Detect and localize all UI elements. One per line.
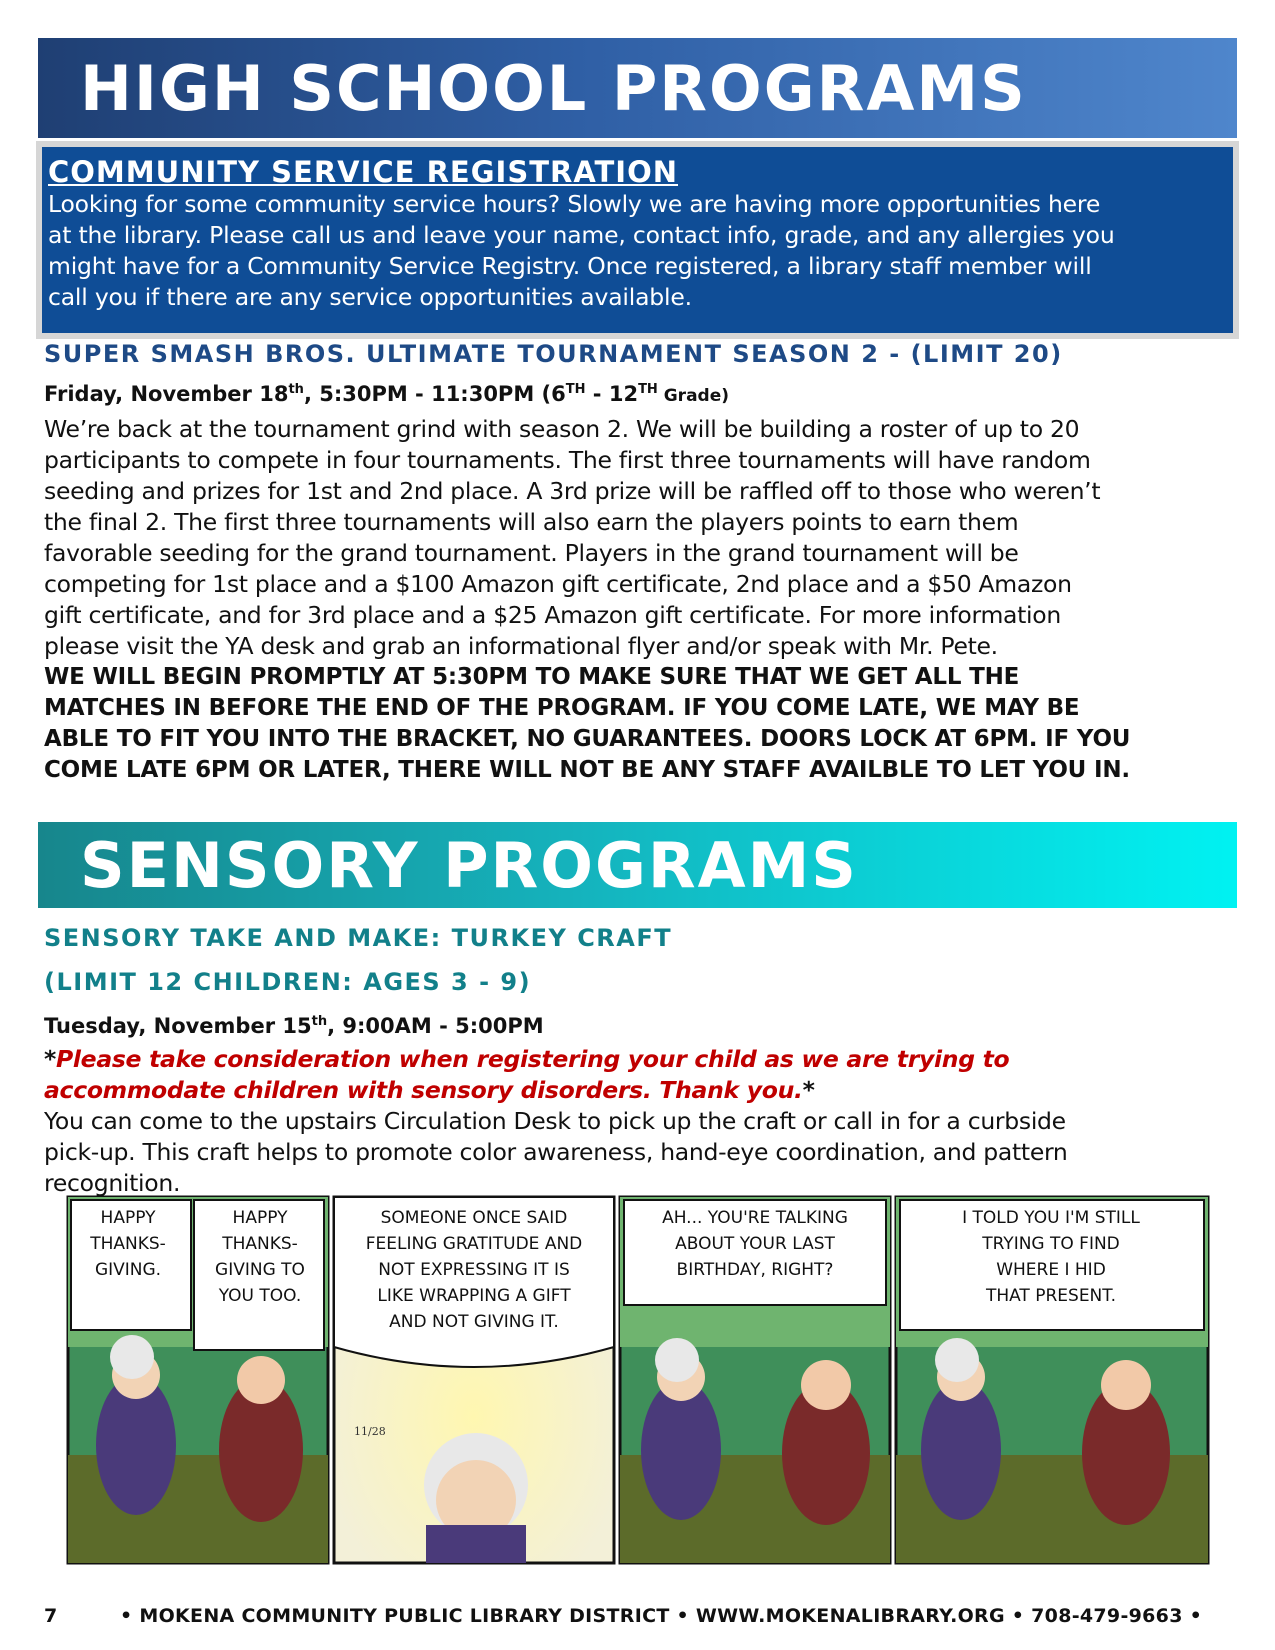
date-part: , 9:00AM - 5:00PM <box>327 1014 544 1038</box>
sensory-event-date <box>44 1004 1234 1044</box>
comic-panel-1 <box>68 1197 328 1563</box>
note-star: * <box>802 1076 815 1104</box>
sensory-event-title-2: (LIMIT 12 CHILDREN: AGES 3 - 9) <box>44 968 532 996</box>
comic-line: I TOLD YOU I'M STILL <box>962 1208 1140 1228</box>
warning-line: COME LATE 6PM OR LATER, THERE WILL NOT BE ANY STAFF AVAILBLE TO LET YOU IN. <box>44 757 1130 783</box>
sensory-note-line-1 <box>44 1044 1234 1075</box>
cs-line-4: call you if there are any service opportunities available. <box>48 283 692 311</box>
body-line: competing for 1st place and a $100 Amazon gift certificate, 2nd place and a $50 Amazon <box>44 570 1072 598</box>
warning-line: WE WILL BEGIN PROMPTLY AT 5:30PM TO MAKE SURE THAT WE GET ALL THE <box>44 664 1020 690</box>
comic-panel-2 <box>334 1197 614 1563</box>
cs-line-1: Looking for some community service hours? Slowly we are having more opportunities here <box>48 190 1101 218</box>
community-service-panel <box>42 147 1233 333</box>
comic-line: FEELING GRATITUDE AND <box>365 1234 583 1254</box>
community-service-title: COMMUNITY SERVICE REGISTRATION <box>48 155 679 189</box>
body-line: please visit the YA desk and grab an informational flyer and/or speak with Mr. Pete. <box>44 632 998 660</box>
comic-line: HAPPY <box>100 1208 156 1228</box>
comic-line: LIKE WRAPPING A GIFT <box>377 1286 571 1306</box>
sensory-event-title-1: SENSORY TAKE AND MAKE: TURKEY CRAFT <box>44 924 673 952</box>
comic-line: YOU TOO. <box>218 1286 302 1306</box>
sensory-banner <box>38 822 1237 908</box>
cs-line-3: might have for a Community Service Registry. Once registered, a library staff member will <box>48 252 1092 280</box>
smash-event-date <box>44 372 1234 414</box>
comic-line: GIVING TO <box>215 1260 305 1280</box>
sensory-title: SENSORY PROGRAMS <box>80 829 858 902</box>
high-school-title: HIGH SCHOOL PROGRAMS <box>80 52 1027 125</box>
date-part: , 5:30PM - 11:30PM (6 <box>303 382 566 406</box>
body-line: participants to compete in four tournaments. The first three tournaments will have random <box>44 446 1091 474</box>
note-text: Please take consideration when registering your child as we are trying to <box>56 1045 1010 1073</box>
smash-event-body <box>44 414 1234 662</box>
community-service-box <box>36 141 1239 339</box>
comic-line: THANKS- <box>90 1234 166 1254</box>
cs-line-2: at the library. Please call us and leave your name, contact info, grade, and any allergies you <box>48 221 1115 249</box>
warning-line: ABLE TO FIT YOU INTO THE BRACKET, NO GUARANTEES. DOORS LOCK AT 6PM. IF YOU <box>44 726 1131 752</box>
body-line: favorable seeding for the grand tournament. Players in the grand tournament will be <box>44 539 1019 567</box>
p2t-text <box>366 1208 583 1332</box>
body-line: You can come to the upstairs Circulation Desk to pick up the craft or call in for a curbside <box>44 1107 1066 1135</box>
sensory-note-line-2 <box>44 1075 1234 1106</box>
date-part: Friday, November 18 <box>44 382 289 406</box>
body-line: recognition. <box>44 1169 181 1197</box>
date-part: Tuesday, November 15 <box>44 1014 312 1038</box>
body-line: seeding and prizes for 1st and 2nd place. A 3rd prize will be raffled off to those who weren’t <box>44 477 1101 505</box>
comic-line: ABOUT YOUR LAST <box>675 1234 835 1254</box>
comic-line: THANKS- <box>222 1234 298 1254</box>
comic-line: SOMEONE ONCE SAID <box>380 1208 568 1228</box>
p3t-text <box>662 1208 848 1280</box>
note-text: accommodate children with sensory disorders. Thank you. <box>44 1076 803 1104</box>
date-part: Grade) <box>657 386 730 406</box>
body-line: pick-up. This craft helps to promote color awareness, hand-eye coordination, and pattern <box>44 1138 1068 1166</box>
p1l-text <box>89 1208 166 1280</box>
comic-panel-3 <box>620 1197 890 1563</box>
comic-date: 11/28 <box>354 1425 386 1438</box>
body-line: gift certificate, and for 3rd place and a $25 Amazon gift certificate. For more information <box>44 601 1061 629</box>
date-sup: th <box>288 382 304 397</box>
footer-contact: • MOKENA COMMUNITY PUBLIC LIBRARY DISTRICT • WWW.MOKENALIBRARY.ORG • 708-479-9663 • <box>120 1605 1203 1627</box>
date-part: - 12 <box>585 382 639 406</box>
comic-line: AH... YOU'RE TALKING <box>662 1208 848 1228</box>
smash-event-title: SUPER SMASH BROS. ULTIMATE TOURNAMENT SEASON 2 - (LIMIT 20) <box>44 340 1063 368</box>
comic-line: GIVING. <box>94 1260 162 1280</box>
body-line: the final 2. The first three tournaments will also earn the players points to earn them <box>44 508 1019 536</box>
comic-line: WHERE I HID <box>996 1260 1106 1280</box>
date-sup: th <box>311 1014 328 1029</box>
date-sup: TH <box>638 382 658 397</box>
comic-line: THAT PRESENT. <box>985 1286 1117 1306</box>
thanksgiving-comic-strip <box>66 1195 1210 1567</box>
comic-panel-4 <box>896 1197 1208 1563</box>
page-number: 7 <box>44 1605 58 1627</box>
comic-line: NOT EXPRESSING IT IS <box>378 1260 570 1280</box>
date-sup: TH <box>565 382 586 397</box>
comic-line: AND NOT GIVING IT. <box>389 1312 559 1332</box>
body-line: We’re back at the tournament grind with season 2. We will be building a roster of up to 20 <box>44 415 1080 443</box>
comic-line: TRYING TO FIND <box>982 1234 1120 1254</box>
smash-event <box>44 338 1234 786</box>
high-school-banner <box>38 38 1237 138</box>
smash-event-warning <box>44 662 1234 786</box>
comic-line: HAPPY <box>232 1208 288 1228</box>
comic-line: BIRTHDAY, RIGHT? <box>676 1260 834 1280</box>
warning-line: MATCHES IN BEFORE THE END OF THE PROGRAM. IF YOU COME LATE, WE MAY BE <box>44 695 1080 721</box>
sensory-event <box>44 920 1234 1199</box>
note-star: * <box>44 1045 56 1073</box>
